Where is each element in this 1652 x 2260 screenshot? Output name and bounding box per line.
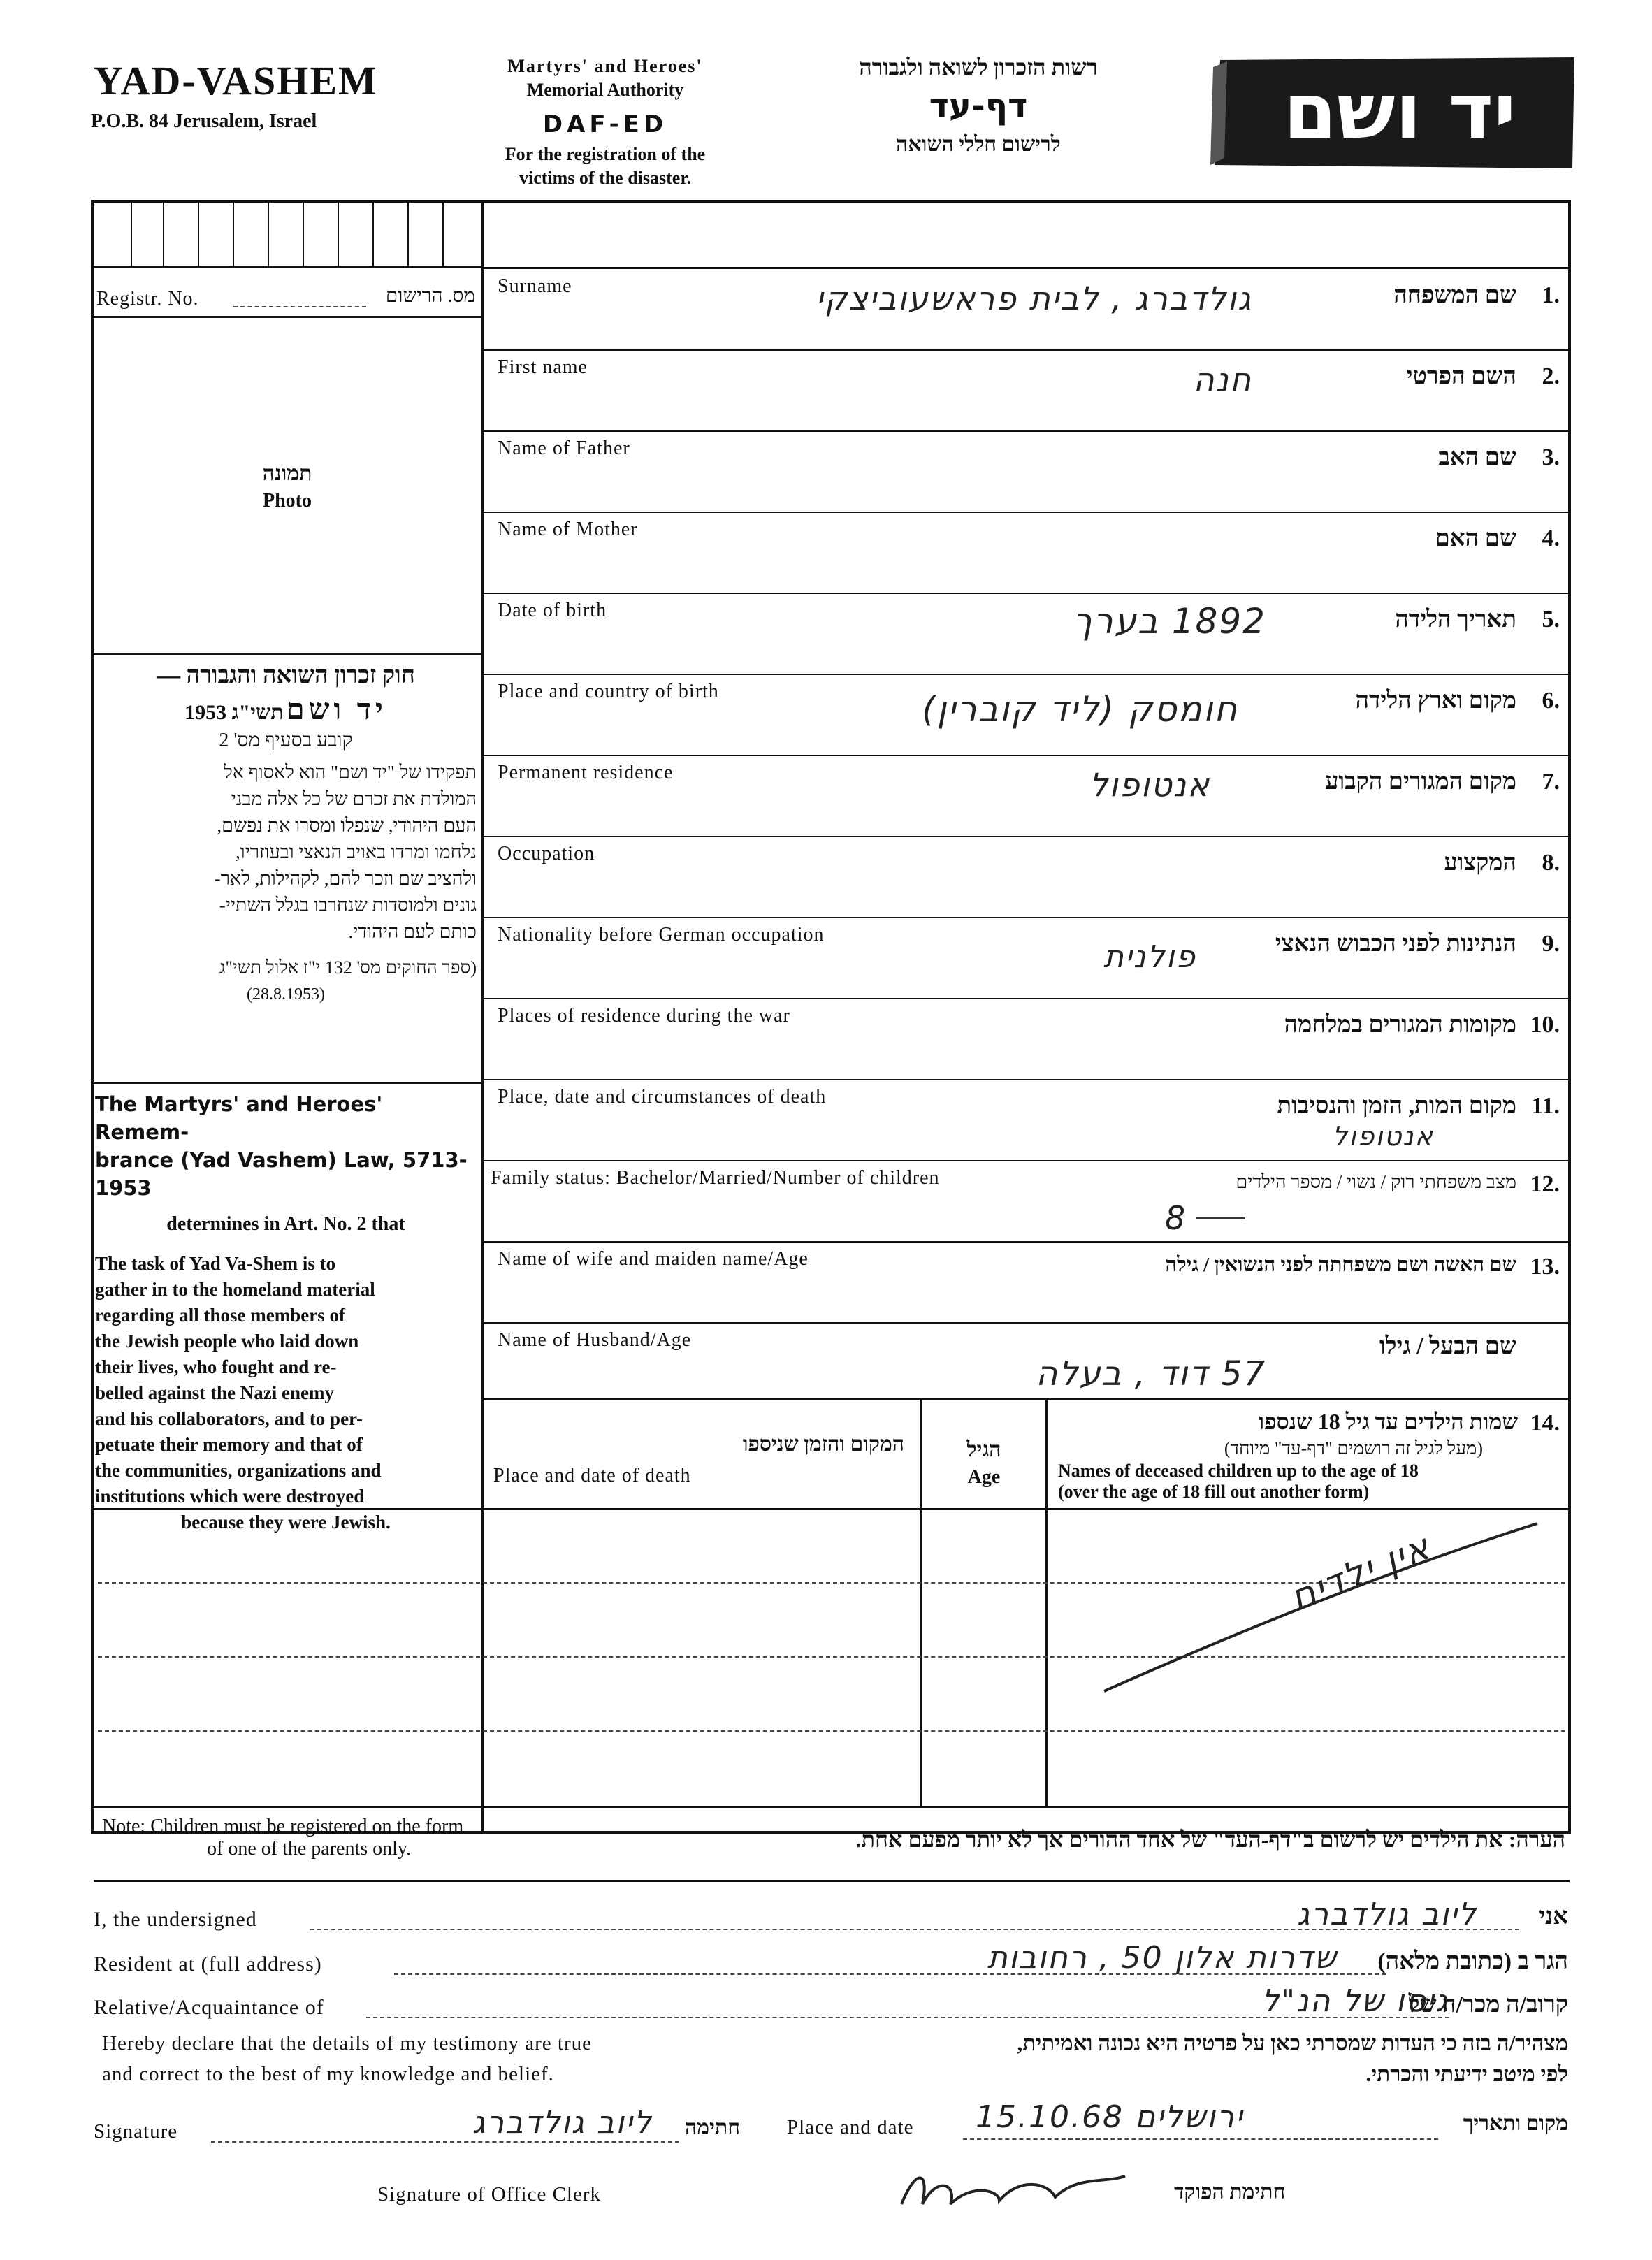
place-date-label-he: מקום ותאריך bbox=[1463, 2112, 1568, 2135]
declaration-relative[interactable] bbox=[94, 1983, 1568, 2025]
law-title-he-2: יד ושם bbox=[286, 694, 387, 726]
field-label-he: השם הפרטי bbox=[1406, 363, 1516, 389]
form-name-he: דף-עד bbox=[929, 87, 1028, 126]
field-value: חומסק (ליד קוברין) bbox=[922, 689, 1238, 730]
place-label-en: Place and date of death bbox=[493, 1465, 691, 1486]
field-death-details[interactable] bbox=[484, 1080, 1567, 1159]
law-body-en-line: their lives, who fought and re- bbox=[95, 1356, 337, 1377]
note-en-line-2: of one of the parents only. bbox=[207, 1838, 412, 1860]
law-body-he-line: המולדת את זכרם של כל אלה מבני bbox=[231, 788, 477, 809]
declaration-statement-he bbox=[769, 2028, 1568, 2089]
photo-area bbox=[94, 319, 481, 653]
field-label-he: מקום וארץ הלידה bbox=[1355, 688, 1516, 714]
field-label-he: תאריך הלידה bbox=[1395, 607, 1516, 632]
field-label-en: Place and country of birth bbox=[498, 681, 719, 702]
field-label-he: מצב משפחתי רוק / נשוי / מספר הילדים bbox=[1236, 1171, 1516, 1192]
tick-box-grid-icon bbox=[94, 203, 481, 268]
field-label-he: שם המשפחה bbox=[1393, 282, 1516, 308]
field-mother-name[interactable] bbox=[484, 513, 1567, 591]
law-body-he-line: תפקידו של "יד ושם" הוא לאסוף אל bbox=[224, 762, 477, 783]
field-label-he: מקומות המגורים במלחמה bbox=[1284, 1012, 1516, 1038]
field-number: 5. bbox=[1542, 607, 1560, 632]
logo-text: יד ושם bbox=[1283, 66, 1516, 156]
children-entry-text: אין ילדים bbox=[1284, 1526, 1437, 1621]
law-article-en: determines in Art. No. 2 that bbox=[166, 1213, 405, 1235]
undersigned-value: ליוב גולדברג bbox=[1297, 1897, 1477, 1932]
law-title-en-1: The Martyrs' and Heroes' Remem- bbox=[95, 1092, 383, 1144]
field-family-status[interactable] bbox=[484, 1161, 1567, 1240]
org-title-en: YAD-VASHEM bbox=[94, 58, 378, 103]
law-body-en-line: and his collaborators, and to per- bbox=[95, 1408, 363, 1429]
law-title-en-2: brance (Yad Vashem) Law, 5713- bbox=[95, 1148, 468, 1172]
signature-label-he: חתימה bbox=[685, 2116, 740, 2139]
purpose-en-2: victims of the disaster. bbox=[519, 168, 691, 188]
children-title-en: Names of deceased children up to the age of 18 bbox=[1058, 1461, 1419, 1481]
field-father-name[interactable] bbox=[484, 432, 1567, 510]
resident-value: שדרות אלון 50 , רחובות bbox=[987, 1940, 1338, 1976]
law-body-en-line: the Jewish people who laid down bbox=[95, 1331, 359, 1352]
law-section-he bbox=[95, 662, 477, 1004]
resident-label-he: הגר ב (כתובת מלאה) bbox=[1377, 1948, 1568, 1974]
field-value: פולנית bbox=[1103, 939, 1196, 975]
field-label-en: Places of residence during the war bbox=[498, 1005, 790, 1027]
law-title-he-1: חוק זכרון השואה והגבורה — bbox=[157, 662, 415, 688]
children-note-en: (over the age of 18 fill out another form) bbox=[1058, 1482, 1370, 1502]
field-first-name[interactable] bbox=[484, 351, 1567, 429]
field-value: אנטופול bbox=[1332, 1121, 1434, 1152]
children-place-header bbox=[484, 1402, 918, 1507]
undersigned-label-en: I, the undersigned bbox=[94, 1908, 257, 1931]
field-value: 57 דוד , בעלה bbox=[1035, 1354, 1266, 1393]
law-body-en-line: the communities, organizations and bbox=[95, 1460, 382, 1481]
field-wife-name[interactable] bbox=[484, 1243, 1567, 1321]
field-label-en: Nationality before German occupation bbox=[498, 924, 825, 946]
law-body-en-line: belled against the Nazi enemy bbox=[95, 1382, 334, 1403]
field-number: 12. bbox=[1530, 1171, 1560, 1197]
children-entry bbox=[1090, 1516, 1551, 1698]
place-date-field[interactable] bbox=[787, 2099, 1568, 2148]
field-number: 1. bbox=[1542, 282, 1560, 308]
law-body-he-line: נלחמו ומרדו באויב הנאצי ובעוזריו, bbox=[236, 841, 477, 862]
field-date-of-birth[interactable] bbox=[484, 594, 1567, 672]
law-body-en-line: gather in to the homeland material bbox=[95, 1279, 375, 1300]
field-number: 8. bbox=[1542, 850, 1560, 876]
photo-label-he: תמונה bbox=[262, 462, 312, 485]
field-value: 1892 בערך bbox=[1073, 601, 1266, 642]
field-value: גולדברג , לבית פראשעוביצקי bbox=[816, 280, 1252, 317]
field-value: חנה bbox=[1193, 361, 1252, 398]
relative-label-he: קרוב/ה מכר/ה של bbox=[1408, 1992, 1568, 2018]
field-number: 13. bbox=[1530, 1254, 1560, 1280]
field-husband-name[interactable] bbox=[484, 1324, 1567, 1396]
field-permanent-residence[interactable] bbox=[484, 756, 1567, 834]
undersigned-label-he: אני bbox=[1539, 1904, 1568, 1929]
statement-he-line-2: לפי מיטב ידיעתי והכרתי. bbox=[1365, 2062, 1568, 2086]
place-date-label-en: Place and date bbox=[787, 2116, 914, 2138]
org-address-en: P.O.B. 84 Jerusalem, Israel bbox=[91, 110, 317, 132]
field-number: 3. bbox=[1542, 444, 1560, 470]
signature-value: ליוב גולדברג bbox=[472, 2105, 653, 2141]
field-wartime-residence[interactable] bbox=[484, 999, 1567, 1078]
field-label-en: Surname bbox=[498, 275, 572, 297]
field-number: 7. bbox=[1542, 769, 1560, 795]
declaration-resident[interactable] bbox=[94, 1940, 1568, 1982]
law-body-he-line: כותם לעם היהודי. bbox=[348, 921, 477, 942]
children-age-header bbox=[922, 1402, 1045, 1507]
field-value: אנטופול bbox=[1089, 766, 1210, 804]
field-label-en: Place, date and circumstances of death bbox=[498, 1086, 827, 1108]
registration-label-en: Registr. No. bbox=[96, 288, 199, 310]
law-source-date: (28.8.1953) bbox=[247, 985, 325, 1004]
note-he: הערה: את הילדים יש לרשום ב"דף-העד" של אחד ההורים אך לא יותר מפעם אחת. bbox=[855, 1827, 1565, 1852]
field-label-en: Occupation bbox=[498, 843, 595, 864]
clerk-label-he: חתימת הפוקד bbox=[1174, 2180, 1286, 2203]
field-number: 4. bbox=[1542, 526, 1560, 551]
children-header bbox=[1048, 1402, 1567, 1507]
law-section-en bbox=[95, 1090, 477, 1535]
purpose-he: לרישום חללי השואה bbox=[896, 133, 1061, 156]
registration-number-field[interactable] bbox=[94, 278, 481, 314]
children-title-he: שמות הילדים עד גיל 18 שנספו bbox=[1258, 1409, 1518, 1434]
yad-vashem-logo bbox=[1208, 53, 1578, 172]
field-label-he: שם האם bbox=[1435, 526, 1516, 551]
law-article-he: קובע בסעיף מס' 2 bbox=[219, 730, 353, 751]
field-label-en: First name bbox=[498, 356, 588, 378]
signature-field[interactable] bbox=[94, 2105, 806, 2154]
authority-en-1: Martyrs' and Heroes' bbox=[507, 56, 703, 76]
law-body-en-line: because they were Jewish. bbox=[181, 1512, 391, 1533]
field-label-he: מקום המות, הזמן והנסיבות bbox=[1277, 1093, 1516, 1119]
law-body-en-line: regarding all those members of bbox=[95, 1305, 345, 1326]
law-title-en-3: 1953 bbox=[95, 1176, 152, 1200]
field-label-en: Name of Father bbox=[498, 437, 630, 459]
children-note-he: (מעל לגיל זה רושמים "דף-עד" מיוחד) bbox=[1224, 1438, 1483, 1458]
resident-label-en: Resident at (full address) bbox=[94, 1953, 322, 1976]
law-body-he-line: גונים ולמוסדות שנחרבו בגלל השתיי- bbox=[219, 894, 477, 915]
registration-boxes bbox=[94, 203, 481, 268]
field-number: 11. bbox=[1531, 1093, 1560, 1119]
purpose-en-1: For the registration of the bbox=[505, 144, 706, 164]
field-label-en: Name of Husband/Age bbox=[498, 1329, 692, 1351]
field-number: 6. bbox=[1542, 688, 1560, 714]
note-en-line-1: Note: Children must be registered on the form bbox=[102, 1816, 464, 1837]
place-label-he: המקום והזמן שניספו bbox=[742, 1433, 904, 1456]
law-source-he: (ספר החוקים מס' 132 י"ז אלול תשי"ג bbox=[219, 957, 477, 978]
field-label-he: שם הבעל / גילו bbox=[1379, 1333, 1516, 1359]
field-label-he: מקום המגורים הקבוע bbox=[1325, 769, 1516, 795]
field-value: 8 bbox=[1165, 1199, 1187, 1237]
authority-he: רשות הזכרון לשואה ולגבורה bbox=[859, 55, 1098, 80]
law-body-en-line: institutions which were destroyed bbox=[95, 1486, 365, 1507]
field-label-he: שם האשה ושם משפחתה לפני הנשואין / גילה bbox=[1165, 1254, 1516, 1276]
children-number: 14. bbox=[1530, 1410, 1560, 1436]
statement-en-line-2: and correct to the best of my knowledge and belief. bbox=[102, 2063, 554, 2085]
note-en bbox=[102, 1816, 675, 1860]
field-number: 10. bbox=[1530, 1012, 1560, 1038]
field-occupation[interactable] bbox=[484, 837, 1567, 915]
place-date-value: 15.10.68 ירושלים bbox=[976, 2099, 1244, 2135]
law-body-he-line: העם היהודי, שנפלו ומסרו את נפשם, bbox=[217, 815, 477, 836]
law-title-he-year: תשי"ג 1953 bbox=[184, 701, 284, 724]
authority-en-2: Memorial Authority bbox=[526, 80, 684, 100]
field-nationality[interactable] bbox=[484, 918, 1567, 997]
registration-label-he: מס. הרישום bbox=[385, 285, 475, 307]
clerk-label-en: Signature of Office Clerk bbox=[377, 2183, 602, 2205]
field-number: 9. bbox=[1542, 931, 1560, 957]
field-label-en: Name of wife and maiden name/Age bbox=[498, 1248, 809, 1270]
declaration-statement-en bbox=[102, 2028, 801, 2089]
law-body-en-line: petuate their memory and that of bbox=[95, 1434, 363, 1455]
field-label-he: הנתינות לפני הכבוש הנאצי bbox=[1275, 931, 1516, 957]
law-body-en-line: The task of Yad Va-Shem is to bbox=[95, 1253, 336, 1274]
photo-label-en: Photo bbox=[263, 490, 312, 512]
clerk-signature-field[interactable] bbox=[377, 2162, 1426, 2218]
field-surname[interactable] bbox=[484, 270, 1567, 348]
field-label-en: Name of Mother bbox=[498, 519, 638, 540]
law-body-he-line: ולהציב שם וזכר להם, לקהילות, לאר- bbox=[214, 868, 477, 889]
relative-value: גיסו של הנ"ל bbox=[1261, 1983, 1449, 2019]
statement-en-line-1: Hereby declare that the details of my testimony are true bbox=[102, 2032, 592, 2055]
field-label-en: Family status: Bachelor/Married/Number of children bbox=[491, 1167, 940, 1189]
age-label-en: Age bbox=[967, 1466, 1001, 1488]
field-label-en: Permanent residence bbox=[498, 762, 674, 783]
field-label-he: המקצוע bbox=[1444, 850, 1516, 876]
field-place-of-birth[interactable] bbox=[484, 675, 1567, 753]
field-label-he: שם האב bbox=[1438, 444, 1516, 470]
field-number: 2. bbox=[1542, 363, 1560, 389]
signature-label-en: Signature bbox=[94, 2120, 178, 2143]
field-label-en: Date of birth bbox=[498, 600, 607, 621]
declaration-undersigned[interactable] bbox=[94, 1898, 1568, 1937]
relative-label-en: Relative/Acquaintance of bbox=[94, 1996, 324, 2019]
age-label-he: הגיל bbox=[966, 1438, 1001, 1461]
statement-he-line-1: מצהיר/ה בזה כי העדות שמסרתי כאן על פרטיה היא נכונה ואמיתית, bbox=[1017, 2031, 1568, 2055]
form-name-en: DAF-ED bbox=[542, 110, 668, 138]
clerk-signature-icon bbox=[894, 2162, 1132, 2218]
